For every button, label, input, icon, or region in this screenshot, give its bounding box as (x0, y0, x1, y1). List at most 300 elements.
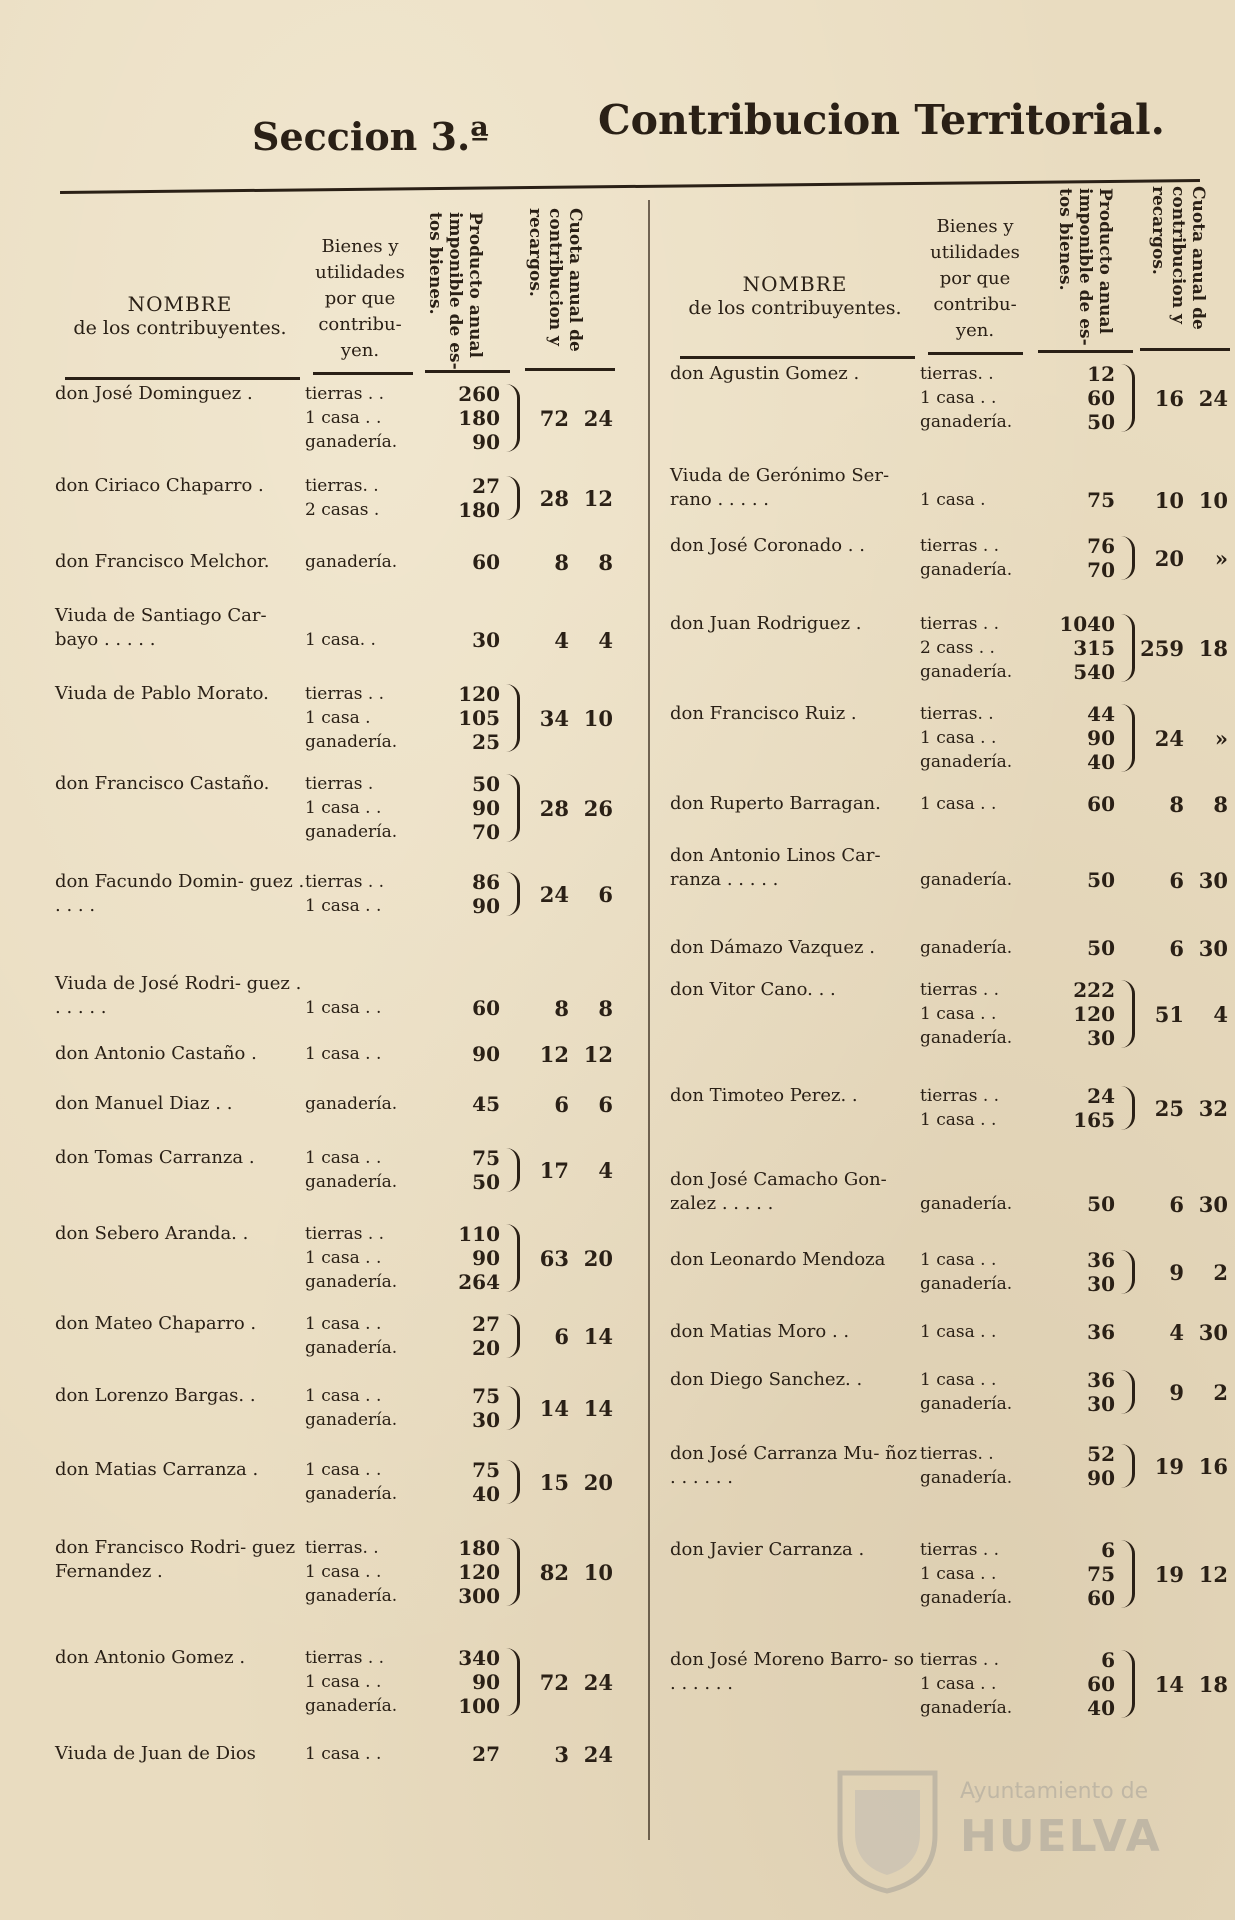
producto-value: 30 (1087, 1272, 1115, 1296)
cuota-maravedis: 2 (1213, 1380, 1228, 1405)
bienes-list (920, 1538, 1035, 1610)
producto-values (420, 772, 500, 844)
cuota-maravedis: 10 (583, 706, 613, 731)
bienes-list (305, 996, 420, 1020)
producto-values (420, 628, 500, 652)
cuota-value (525, 796, 620, 821)
cuota-value (1140, 1380, 1235, 1405)
bienes-item: ganadería. (305, 1172, 398, 1192)
table-header (55, 172, 620, 382)
producto-value: 120 (458, 682, 500, 706)
bienes-list (920, 1368, 1035, 1416)
bienes-item: ganadería. (305, 1338, 398, 1358)
bienes-item: 1 casa . . (305, 998, 382, 1018)
producto-value: 40 (1087, 750, 1115, 774)
producto-value: 24 (1087, 1084, 1115, 1108)
grouping-brace (505, 1148, 520, 1192)
cuota-reales: 63 (539, 1246, 569, 1271)
producto-value: 20 (472, 1336, 500, 1360)
bienes-list (920, 936, 1035, 960)
bienes-item: ganadería. (305, 1094, 398, 1114)
contribuyente-name: don Francisco Castaño. (55, 773, 270, 794)
header-underline (928, 352, 1023, 355)
producto-value: 315 (1073, 636, 1115, 660)
bienes-list (305, 682, 420, 754)
header-underline (425, 370, 510, 373)
grouping-brace (505, 1648, 520, 1716)
coat-of-arms-icon (830, 1765, 945, 1895)
bienes-item: ganadería. (920, 412, 1013, 432)
bienes-list (305, 772, 420, 844)
contribuyente-name: don Facundo Domin- guez . . . . . (55, 871, 305, 916)
cuota-maravedis: 30 (1198, 868, 1228, 893)
producto-value: 45 (472, 1092, 500, 1116)
bienes-item: 1 casa . (305, 708, 371, 728)
grouping-brace (1120, 1086, 1135, 1130)
producto-value: 540 (1073, 660, 1115, 684)
cuota-value (1140, 1454, 1235, 1479)
cuota-value (525, 1042, 620, 1067)
grouping-brace (1120, 1540, 1135, 1608)
producto-values (1035, 1084, 1115, 1132)
contribuyente-name: don Leonardo Mendoza (670, 1249, 886, 1270)
bienes-item: 1 casa . . (305, 1248, 382, 1268)
producto-value: 75 (1087, 488, 1115, 512)
contribuyente-name: don Lorenzo Bargas. . (55, 1385, 256, 1406)
cuota-reales: 6 (554, 1324, 569, 1349)
bienes-item: ganadería. (920, 1394, 1013, 1414)
bienes-item: ganadería. (305, 1484, 398, 1504)
producto-values (420, 682, 500, 754)
grouping-brace (505, 684, 520, 752)
producto-value: 60 (1087, 1586, 1115, 1610)
producto-value: 180 (458, 498, 500, 522)
producto-values (1035, 978, 1115, 1050)
producto-values (1035, 868, 1115, 892)
bienes-list (920, 1648, 1035, 1720)
grouping-brace (505, 1460, 520, 1504)
grouping-brace (505, 476, 520, 520)
producto-values (1035, 612, 1115, 684)
producto-value: 222 (1073, 978, 1115, 1002)
producto-value: 6 (1101, 1648, 1115, 1672)
producto-value: 60 (1087, 386, 1115, 410)
producto-values (1035, 1192, 1115, 1216)
contribuyente-name: Viuda de Santiago Car- bayo . . . . . (55, 605, 267, 650)
bienes-list (920, 1442, 1035, 1490)
bienes-list (305, 550, 420, 574)
cuota-reales: 259 (1140, 636, 1184, 661)
cuota-maravedis: 14 (583, 1396, 613, 1421)
producto-value: 340 (458, 1646, 500, 1670)
cuota-reales: 25 (1154, 1096, 1184, 1121)
bienes-item: ganadería. (305, 1586, 398, 1606)
cuota-maravedis: 30 (1198, 1320, 1228, 1345)
cuota-value (1140, 1672, 1235, 1697)
contribuyente-name: don Juan Rodriguez . (670, 613, 862, 634)
bienes-item: 1 casa . . (920, 1564, 997, 1584)
bienes-item: tierras . . (920, 614, 1000, 634)
cuota-maravedis: 8 (1213, 792, 1228, 817)
producto-value: 70 (1087, 558, 1115, 582)
contribuyente-name: don José Dominguez . (55, 383, 253, 404)
producto-value: 76 (1087, 534, 1115, 558)
cuota-maravedis: 4 (1213, 1002, 1228, 1027)
contribuyente-name: don Javier Carranza . (670, 1539, 865, 1560)
cuota-value (1140, 488, 1235, 513)
contribuyente-name: don Antonio Castaño . (55, 1043, 257, 1064)
producto-values (420, 1646, 500, 1718)
cuota-maravedis: 20 (583, 1470, 613, 1495)
producto-value: 12 (1087, 362, 1115, 386)
cuota-maravedis: » (1214, 726, 1228, 751)
cuota-value (1140, 1096, 1235, 1121)
producto-values (420, 1222, 500, 1294)
cuota-maravedis: 30 (1198, 936, 1228, 961)
bienes-item: ganadería. (920, 1698, 1013, 1718)
cuota-reales: 14 (1154, 1672, 1184, 1697)
cuota-maravedis: 8 (598, 550, 613, 575)
grouping-brace (1120, 704, 1135, 772)
contribuyente-name: don Francisco Melchor. (55, 551, 270, 572)
producto-value: 100 (458, 1694, 500, 1718)
bienes-item: tierras . (305, 774, 374, 794)
table-header (670, 172, 1235, 382)
bienes-list (305, 1536, 420, 1608)
bienes-list (920, 1192, 1035, 1216)
bienes-item: tierras . . (305, 1224, 385, 1244)
producto-value: 36 (1087, 1320, 1115, 1344)
bienes-item: tierras . . (305, 384, 385, 404)
producto-values (420, 1146, 500, 1194)
producto-value: 60 (472, 996, 500, 1020)
watermark-line2: HUELVA (960, 1811, 1162, 1862)
bienes-list (920, 868, 1035, 892)
bienes-list (920, 1084, 1035, 1132)
cuota-maravedis: 6 (598, 1092, 613, 1117)
grouping-brace (505, 1314, 520, 1358)
contribuyente-name: don Francisco Ruiz . (670, 703, 857, 724)
cuota-value (525, 1246, 620, 1271)
contribuyente-name: Viuda de Pablo Morato. (55, 683, 269, 704)
grouping-brace (505, 1538, 520, 1606)
producto-value: 6 (1101, 1538, 1115, 1562)
contribuyente-name: don Vitor Cano. . . (670, 979, 836, 1000)
producto-values (1035, 362, 1115, 434)
producto-value: 180 (458, 406, 500, 430)
contribuyente-name: don Sebero Aranda. . (55, 1223, 249, 1244)
cuota-reales: 51 (1154, 1002, 1184, 1027)
cuota-reales: 24 (539, 882, 569, 907)
header-underline (313, 372, 413, 375)
bienes-item: 1 casa . . (920, 1674, 997, 1694)
contribuyente-name: don Antonio Linos Car- ranza . . . . . (670, 845, 881, 890)
producto-value: 27 (472, 474, 500, 498)
cuota-value (1140, 1260, 1235, 1285)
header-bienes: Bienes y utilidades por que contribu- yen. (930, 216, 1020, 341)
bienes-list (305, 1742, 420, 1766)
producto-value: 27 (472, 1312, 500, 1336)
header-underline (680, 356, 915, 359)
bienes-list (920, 1248, 1035, 1296)
cuota-reales: 72 (539, 406, 569, 431)
producto-value: 50 (1087, 1192, 1115, 1216)
bienes-item: ganadería. (305, 1410, 398, 1430)
producto-value: 50 (1087, 868, 1115, 892)
contribuyente-name: don José Carranza Mu- ñoz . . . . . . (670, 1443, 918, 1488)
producto-value: 50 (1087, 410, 1115, 434)
bienes-item: tierras . . (305, 1648, 385, 1668)
header-nombre: NOMBRE de los contribuyentes. (688, 272, 902, 319)
grouping-brace (1120, 1444, 1135, 1488)
producto-value: 120 (458, 1560, 500, 1584)
bienes-item: ganadería. (920, 752, 1013, 772)
bienes-list (305, 1646, 420, 1718)
cuota-reales: 4 (554, 628, 569, 653)
cuota-reales: 6 (1169, 936, 1184, 961)
producto-values (1035, 488, 1115, 512)
header-nombre: NOMBRE de los contribuyentes. (73, 292, 287, 339)
cuota-value (525, 1470, 620, 1495)
producto-value: 105 (458, 706, 500, 730)
producto-values (1035, 1538, 1115, 1610)
bienes-item: ganadería. (920, 560, 1013, 580)
bienes-list (920, 792, 1035, 816)
producto-value: 1040 (1059, 612, 1115, 636)
producto-value: 264 (458, 1270, 500, 1294)
grouping-brace (505, 872, 520, 916)
bienes-item: ganadería. (920, 1194, 1013, 1214)
producto-values (420, 1312, 500, 1360)
producto-values (420, 1742, 500, 1766)
producto-value: 40 (472, 1482, 500, 1506)
producto-values (1035, 702, 1115, 774)
producto-value: 36 (1087, 1248, 1115, 1272)
cuota-reales: 28 (539, 486, 569, 511)
bienes-item: tierras . . (920, 980, 1000, 1000)
contribuyente-name: don Ruperto Barragan. (670, 793, 881, 814)
cuota-reales: 72 (539, 1670, 569, 1695)
bienes-item: tierras . . (920, 1540, 1000, 1560)
producto-value: 90 (1087, 1466, 1115, 1490)
bienes-item: 1 casa . (920, 490, 986, 510)
bienes-item: 1 casa . . (305, 1148, 382, 1168)
cuota-maravedis: 6 (598, 882, 613, 907)
bienes-item: ganadería. (305, 1272, 398, 1292)
bienes-item: 1 casa . . (305, 896, 382, 916)
cuota-maravedis: 32 (1198, 1096, 1228, 1121)
cuota-value (525, 1396, 620, 1421)
bienes-item: 1 casa . . (920, 1370, 997, 1390)
bienes-item: 1 casa . . (920, 728, 997, 748)
producto-values (420, 996, 500, 1020)
producto-value: 50 (1087, 936, 1115, 960)
bienes-item: ganadería. (920, 1588, 1013, 1608)
cuota-maravedis: 10 (583, 1560, 613, 1585)
producto-value: 60 (1087, 1672, 1115, 1696)
bienes-list (920, 978, 1035, 1050)
cuota-reales: 9 (1169, 1380, 1184, 1405)
bienes-item: tierras. . (305, 1538, 379, 1558)
bienes-list (920, 488, 1035, 512)
bienes-list (920, 612, 1035, 684)
contribuyente-name: don Ciriaco Chaparro . (55, 475, 264, 496)
producto-values (420, 1042, 500, 1066)
grouping-brace (505, 384, 520, 452)
producto-values (420, 1384, 500, 1432)
cuota-maravedis: 12 (1198, 1562, 1228, 1587)
bienes-item: ganadería. (305, 732, 398, 752)
producto-value: 260 (458, 382, 500, 406)
grouping-brace (1120, 1250, 1135, 1294)
producto-value: 165 (1073, 1108, 1115, 1132)
grouping-brace (505, 1386, 520, 1430)
bienes-item: 1 casa . . (920, 388, 997, 408)
producto-value: 90 (472, 1246, 500, 1270)
bienes-item: 1 casa . . (920, 1322, 997, 1342)
grouping-brace (1120, 980, 1135, 1048)
bienes-list (920, 362, 1035, 434)
cuota-reales: 3 (554, 1742, 569, 1767)
bienes-item: tierras . . (920, 536, 1000, 556)
header-underline (525, 368, 615, 371)
page-header (0, 96, 1235, 166)
producto-value: 27 (472, 1742, 500, 1766)
cuota-value (525, 1670, 620, 1695)
producto-values (1035, 1368, 1115, 1416)
cuota-value (1140, 792, 1235, 817)
bienes-item: 1 casa . . (305, 408, 382, 428)
contribuyente-name: don José Coronado . . (670, 535, 865, 556)
producto-value: 90 (472, 1042, 500, 1066)
bienes-list (305, 1042, 420, 1066)
bienes-item: ganadería. (305, 822, 398, 842)
cuota-value (1140, 868, 1235, 893)
producto-values (1035, 1442, 1115, 1490)
cuota-value (525, 628, 620, 653)
producto-values (420, 1092, 500, 1116)
contribuyente-name: don José Camacho Gon- zalez . . . . . (670, 1169, 887, 1214)
cuota-value (525, 1092, 620, 1117)
bienes-item: 2 cass . . (920, 638, 995, 658)
contribuyente-name: don José Moreno Barro- so . . . . . . (670, 1649, 914, 1694)
cuota-reales: 6 (1169, 868, 1184, 893)
producto-value: 25 (472, 730, 500, 754)
bienes-list (305, 1312, 420, 1360)
bienes-list (920, 534, 1035, 582)
bienes-item: tierras . . (920, 1086, 1000, 1106)
bienes-item: ganadería. (920, 1028, 1013, 1048)
cuota-value (525, 1560, 620, 1585)
cuota-maravedis: 12 (583, 486, 613, 511)
producto-value: 60 (472, 550, 500, 574)
cuota-value (525, 1158, 620, 1183)
bienes-item: tierras . . (305, 684, 385, 704)
grouping-brace (1120, 614, 1135, 682)
cuota-reales: 34 (539, 706, 569, 731)
cuota-value (1140, 936, 1235, 961)
header-cuota: Cuota anual de contribucion y recargos. (525, 208, 585, 352)
cuota-value (525, 1324, 620, 1349)
bienes-item: tierras . . (305, 872, 385, 892)
cuota-maravedis: 24 (583, 1742, 613, 1767)
cuota-reales: 6 (1169, 1192, 1184, 1217)
bienes-list (920, 1320, 1035, 1344)
cuota-reales: 8 (554, 550, 569, 575)
producto-value: 44 (1087, 702, 1115, 726)
cuota-maravedis: 4 (598, 1158, 613, 1183)
cuota-value (1140, 1320, 1235, 1345)
cuota-maravedis: 8 (598, 996, 613, 1021)
cuota-reales: 15 (539, 1470, 569, 1495)
contribuyente-name: Viuda de José Rodri- guez . . . . . . (55, 973, 302, 1018)
cuota-maravedis: 4 (598, 628, 613, 653)
cuota-reales: 16 (1154, 386, 1184, 411)
bienes-item: 1 casa . . (305, 1314, 382, 1334)
cuota-reales: 8 (1169, 792, 1184, 817)
cuota-maravedis: 18 (1198, 1672, 1228, 1697)
watermark (830, 1765, 1160, 1895)
bienes-list (305, 1146, 420, 1194)
contribuyente-name: don Matias Carranza . (55, 1459, 259, 1480)
producto-value: 90 (472, 894, 500, 918)
watermark-line1: Ayuntamiento de (960, 1779, 1149, 1804)
cuota-value (525, 882, 620, 907)
bienes-item: tierras. . (920, 1444, 994, 1464)
producto-value: 60 (1087, 792, 1115, 816)
producto-value: 30 (472, 1408, 500, 1432)
bienes-item: 1 casa . . (920, 794, 997, 814)
cuota-reales: 19 (1154, 1562, 1184, 1587)
header-underline (1140, 348, 1230, 351)
right-table (670, 172, 1235, 1832)
bienes-list (305, 1384, 420, 1432)
cuota-value (525, 1742, 620, 1767)
bienes-item: tierras. . (920, 364, 994, 384)
contribuyente-name: don Mateo Chaparro . (55, 1313, 257, 1334)
bienes-item: ganadería. (305, 552, 398, 572)
bienes-item: 1 casa . . (305, 1744, 382, 1764)
bienes-item: ganadería. (920, 938, 1013, 958)
cuota-value (1140, 1192, 1235, 1217)
producto-values (1035, 1648, 1115, 1720)
cuota-value (525, 706, 620, 731)
grouping-brace (1120, 1650, 1135, 1718)
cuota-maravedis: 2 (1213, 1260, 1228, 1285)
bienes-item: ganadería. (920, 662, 1013, 682)
producto-value: 75 (1087, 1562, 1115, 1586)
bienes-item: 2 casas . (305, 500, 380, 520)
bienes-item: 1 casa . . (305, 798, 382, 818)
producto-values (420, 1458, 500, 1506)
bienes-item: 1 casa . . (920, 1004, 997, 1024)
contribuyente-name: don Diego Sanchez. . (670, 1369, 863, 1390)
cuota-value (525, 550, 620, 575)
bienes-item: 1 casa . . (305, 1460, 382, 1480)
cuota-value (1140, 386, 1235, 411)
bienes-list (305, 628, 420, 652)
cuota-maravedis: 24 (1198, 386, 1228, 411)
cuota-value (525, 406, 620, 431)
cuota-maravedis: 16 (1198, 1454, 1228, 1479)
cuota-reales: 8 (554, 996, 569, 1021)
cuota-maravedis: 26 (583, 796, 613, 821)
header-underline (1038, 350, 1133, 353)
contribuyente-name: don Matias Moro . . (670, 1321, 850, 1342)
producto-value: 30 (1087, 1026, 1115, 1050)
cuota-reales: 82 (539, 1560, 569, 1585)
producto-value: 36 (1087, 1368, 1115, 1392)
